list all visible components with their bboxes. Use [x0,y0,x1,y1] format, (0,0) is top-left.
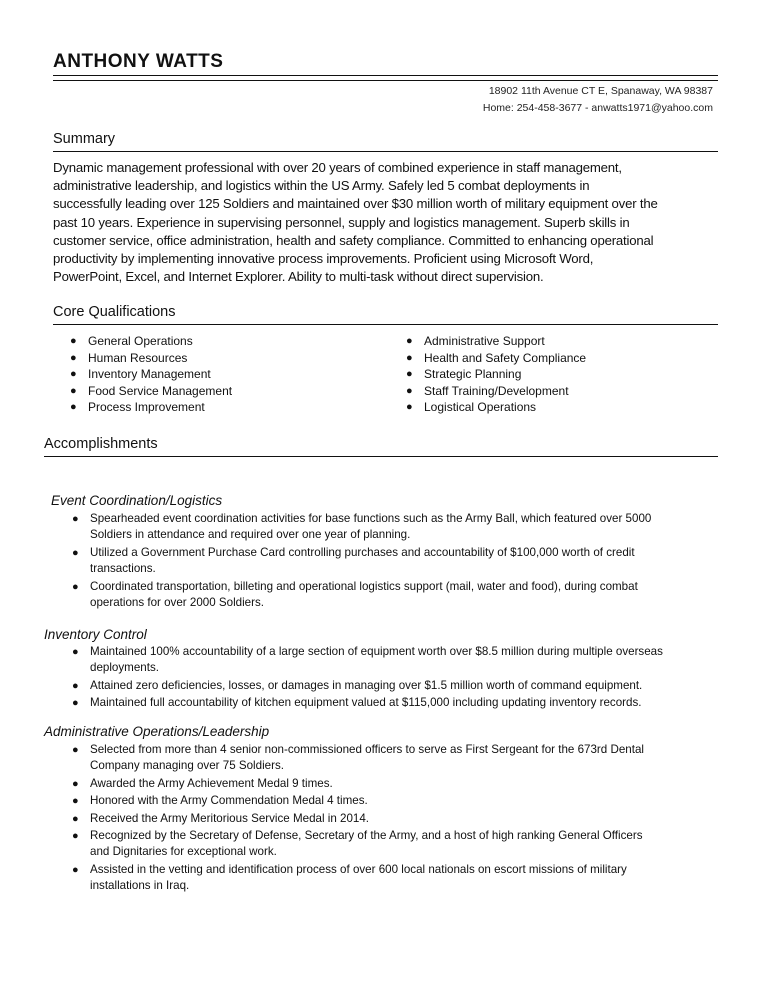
header-rule-bottom [53,80,718,81]
accomplishment-item: ● Coordinated transportation, billeting and operational logistics support (mail, water and food), during combat operations for over 2000 Soldiers. [72,579,638,610]
accomplishments-rule [44,456,718,457]
accomplishment-item: ● Honored with the Army Commendation Medal 4 times. [72,793,722,809]
qualifications-rule [53,324,718,325]
bullet-icon: ● [72,546,79,559]
accomplishment-item: ● Attained zero deficiencies, losses, or damages in managing over $1.5 million worth of command equipment. [72,678,722,694]
bullet-icon: ● [70,401,77,414]
administrative-operations-list [72,742,722,896]
qualification-item: ● Strategic Planning [406,367,522,382]
accomplishment-item: ● Recognized by the Secretary of Defense, Secretary of the Army, and a host of high ranking General Officers and Dignitaries for exceptional work. [72,829,643,859]
bullet-icon: ● [70,368,77,381]
inventory-control-list [72,644,722,713]
bullet-icon: ● [72,744,79,756]
summary-rule [53,151,718,152]
group-title-administrative-operations: Administrative Operations/Leadership [44,724,270,739]
accomplishment-item: ● Awarded the Army Achievement Medal 9 times. [72,776,722,792]
accomplishment-item: ● Utilized a Government Purchase Card controlling purchases and accountability of $100,000 worth of credit transactions. [72,545,635,576]
bullet-icon: ● [70,384,77,397]
accomplishments-title: Accomplishments [44,436,158,452]
event-coordination-list [72,511,722,612]
qualifications-left-list [70,333,390,416]
summary-line: successfully leading over 125 Soldiers and maintained over $30 million worth of military equipment over the [53,196,658,212]
address: 18902 11th Avenue CT E, Spanaway, WA 98387 [488,85,713,97]
summary-title: Summary [53,131,116,147]
accomplishment-item: ● Assisted in the vetting and identification process of over 600 local nationals on escort missions of military installations in Iraq. [72,862,627,893]
accomplishment-item: ● Maintained full accountability of kitchen equipment valued at $115,000 including updating inventory records. [72,695,722,711]
bullet-icon: ● [70,351,77,364]
qualification-item: ● General Operations [70,334,193,348]
bullet-icon: ● [72,795,79,808]
summary-line: productivity by implementing innovative process improvements. Proficient using Microsoft Word, [53,251,594,267]
qualifications-right-list [406,333,726,416]
qualification-item: ● Process Improvement [70,400,205,415]
group-title-inventory-control: Inventory Control [44,627,147,642]
bullet-icon: ● [406,368,413,381]
bullet-icon: ● [70,335,77,347]
group-title-event-coordination: Event Coordination/Logistics [51,493,223,508]
accomplishment-item: ● Spearheaded event coordination activities for base functions such as the Army Ball, which featured over 5000 Soldiers in attendance and required over one year of planning. [72,512,652,542]
bullet-icon: ● [72,812,79,825]
summary-line: Dynamic management professional with over 20 years of combined experience in staff management, [53,160,622,175]
bullet-icon: ● [72,863,79,876]
qualification-item: ● Administrative Support [406,334,545,348]
summary-line: administrative leadership, and logistics within the US Army. Safely led 5 combat deployments in [53,178,590,194]
summary-line: past 10 years. Experience in supervising personnel, supply and logistics management. Superb skills in [53,214,630,230]
bullet-icon: ● [406,335,413,347]
bullet-icon: ● [406,351,413,364]
contact-block [483,83,713,117]
qualification-item: ● Human Resources [70,350,188,365]
qualification-item: ● Logistical Operations [406,400,537,415]
bullet-icon: ● [72,580,79,593]
bullet-icon: ● [72,646,79,658]
summary-line: customer service, office administration, health and safety compliance. Committed to enhancing operational [53,232,654,248]
bullet-icon: ● [72,679,79,692]
bullet-icon: ● [72,697,79,710]
bullet-icon: ● [72,513,79,525]
bullet-icon: ● [406,384,413,397]
qualifications-title: Core Qualifications [53,304,176,320]
accomplishment-item: ● Maintained 100% accountability of a large section of equipment worth over $8.5 million during multiple overseas deployments. [72,645,663,675]
bullet-icon: ● [72,830,79,843]
summary-line: PowerPoint, Excel, and Internet Explorer. Ability to multi-task without direct supervision. [53,269,544,285]
bullet-icon: ● [72,777,79,790]
qualification-item: ● Staff Training/Development [406,383,569,398]
qualification-item: ● Inventory Management [70,367,211,382]
qualification-item: ● Health and Safety Compliance [406,350,587,365]
accomplishment-item: ● Selected from more than 4 senior non-commissioned officers to serve as First Sergeant for the 673rd Dental Company managing over 75 Soldiers. [72,743,644,773]
phone-email: Home: 254-458-3677 - anwatts1971@yahoo.com [482,102,713,114]
summary-text [53,159,721,286]
qualification-item: ● Food Service Management [70,383,233,398]
candidate-name: ANTHONY WATTS [53,51,224,72]
accomplishment-item: ● Received the Army Meritorious Service Medal in 2014. [72,811,722,827]
header-rule-top [53,75,718,76]
bullet-icon: ● [406,401,413,414]
